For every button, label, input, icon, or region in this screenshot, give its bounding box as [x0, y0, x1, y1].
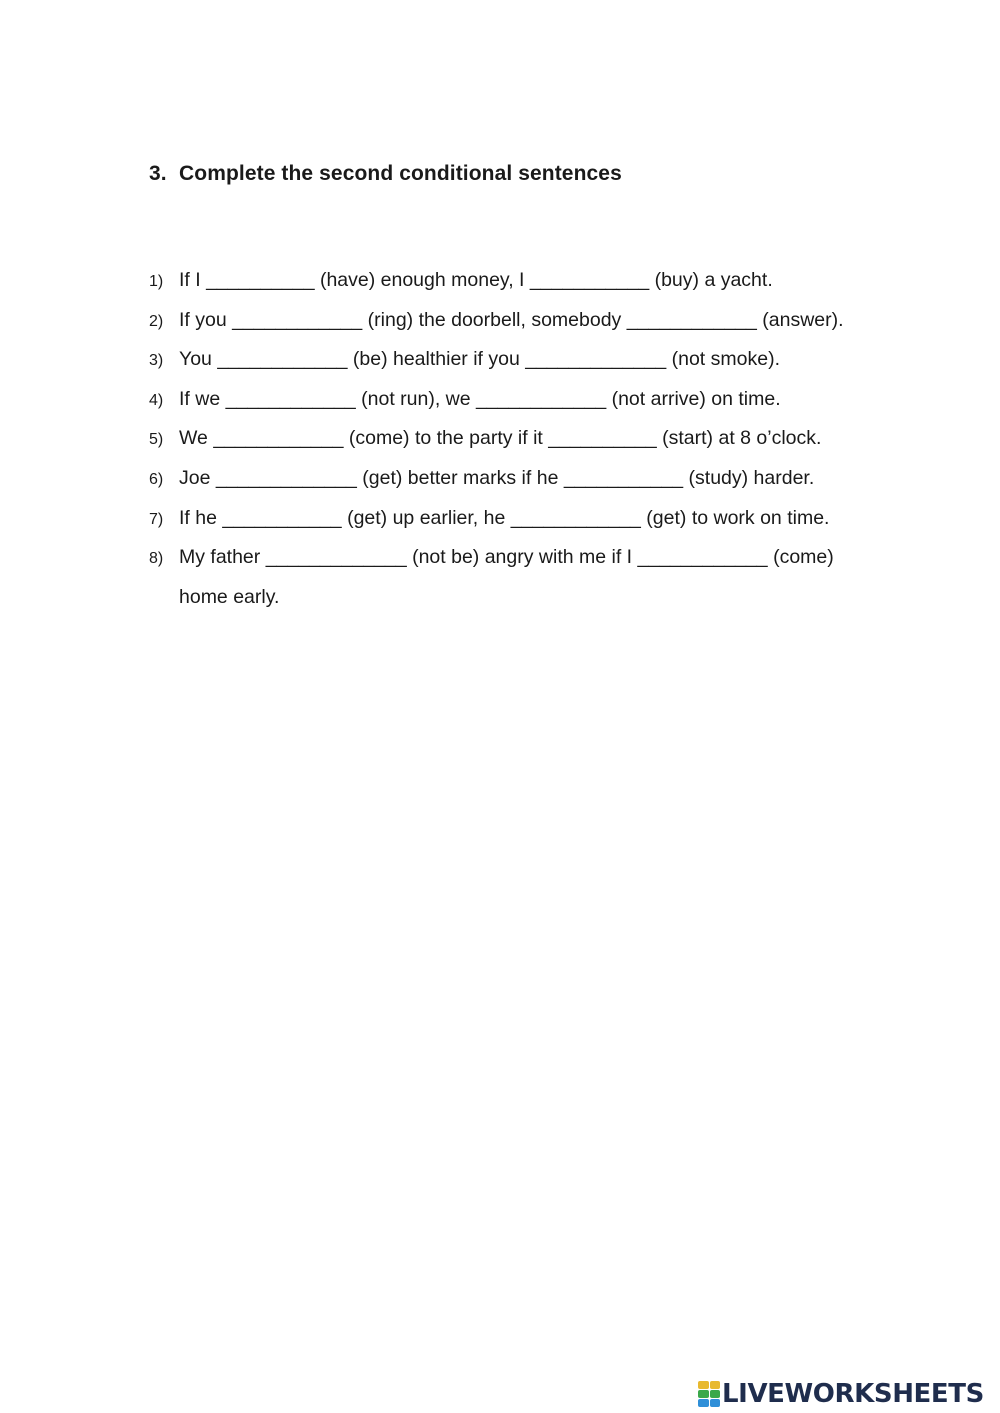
item-text: My father _____________ (not be) angry with me if I ____________ (come): [179, 546, 834, 569]
exercise-item: [149, 419, 889, 459]
exercise-list: [149, 261, 889, 617]
exercise-item: [149, 261, 889, 301]
item-number: 8): [149, 550, 164, 568]
item-text: Joe _____________ (get) better marks if he ___________ (study) harder.: [179, 466, 815, 489]
item-continuation: home early.: [179, 585, 280, 608]
logo-text: LIVEWORKSHEETS: [722, 1379, 984, 1409]
item-number: 3): [149, 352, 164, 370]
exercise-item: [149, 380, 889, 420]
item-text: We ____________ (come) to the party if it __________ (start) at 8 o’clock.: [179, 427, 822, 450]
item-text: You ____________ (be) healthier if you _____________ (not smoke).: [179, 348, 780, 371]
section-number: 3.: [149, 162, 167, 185]
exercise-item: [149, 538, 889, 578]
item-text: If I __________ (have) enough money, I ___________ (buy) a yacht.: [179, 269, 773, 291]
item-number: 1): [149, 273, 164, 290]
item-number: 6): [149, 470, 164, 488]
item-text: If you ____________ (ring) the doorbell, somebody ____________ (answer).: [179, 308, 844, 331]
exercise-item: [149, 301, 889, 341]
item-number: 4): [149, 391, 164, 409]
exercise-item: [149, 340, 889, 380]
exercise-item: [149, 499, 889, 539]
logo-blocks-icon: [698, 1381, 720, 1407]
exercise-item: [149, 459, 889, 499]
section-heading: [149, 162, 622, 186]
item-text: If we ____________ (not run), we ____________ (not arrive) on time.: [179, 387, 781, 410]
item-text: If he ___________ (get) up earlier, he ____________ (get) to work on time.: [179, 506, 830, 529]
liveworksheets-logo: [698, 1378, 984, 1410]
section-title: Complete the second conditional sentences: [179, 162, 622, 185]
item-number: 7): [149, 510, 164, 528]
item-number: 5): [149, 431, 164, 449]
item-number: 2): [149, 312, 164, 330]
